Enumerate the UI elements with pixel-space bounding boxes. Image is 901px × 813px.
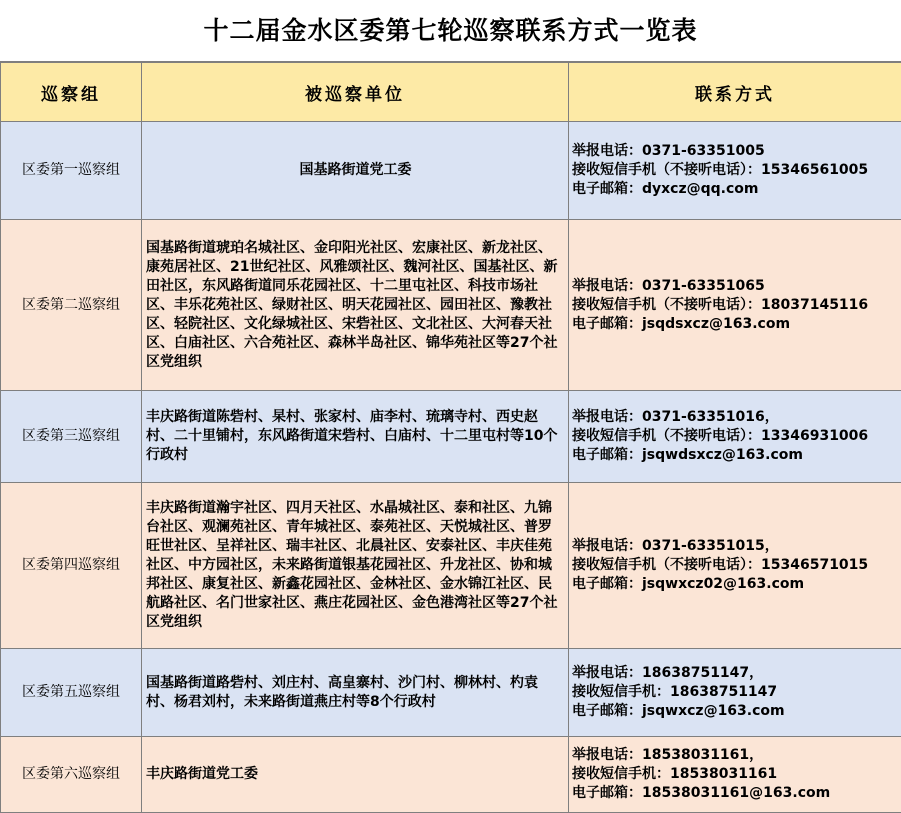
contact-info — [569, 737, 901, 813]
report-phone: 举报电话：0371-63351005 — [572, 142, 901, 161]
group-name: 区委第六巡察组 — [1, 737, 142, 813]
contact-info — [569, 391, 901, 483]
header-row — [1, 63, 901, 122]
email: 电子邮箱：18538031161@163.com — [572, 784, 901, 803]
sms-phone: 接收短信手机：18638751147 — [572, 683, 901, 702]
table-row — [1, 220, 901, 391]
inspected-unit: 丰庆路街道党工委 — [142, 737, 569, 813]
email: 电子邮箱：dyxcz@qq.com — [572, 180, 901, 199]
column-header-contact: 联系方式 — [569, 63, 901, 122]
email: 电子邮箱：jsqwxcz@163.com — [572, 702, 901, 721]
group-name: 区委第四巡察组 — [1, 483, 142, 649]
report-phone: 举报电话：0371-63351065 — [572, 277, 901, 296]
table-row — [1, 483, 901, 649]
sms-phone: 接收短信手机（不接听电话）：15346571015 — [572, 556, 901, 575]
group-name: 区委第五巡察组 — [1, 649, 142, 737]
group-name: 区委第三巡察组 — [1, 391, 142, 483]
table-row — [1, 649, 901, 737]
table-row — [1, 122, 901, 220]
report-phone: 举报电话：0371-63351016， — [572, 408, 901, 427]
inspected-unit: 国基路街道路砦村、刘庄村、高皇寨村、沙门村、柳林村、杓袁村、杨君刘村，未来路街道燕庄村等8个行政村 — [142, 649, 569, 737]
inspected-unit: 丰庆路街道陈砦村、杲村、张家村、庙李村、琉璃寺村、西史赵村、二十里铺村，东风路街道宋砦村、白庙村、十二里屯村等10个行政村 — [142, 391, 569, 483]
column-header-unit: 被巡察单位 — [142, 63, 569, 122]
contact-table — [0, 62, 901, 813]
report-phone: 举报电话：18638751147， — [572, 664, 901, 683]
sms-phone: 接收短信手机（不接听电话）：18037145116 — [572, 296, 901, 315]
table-row — [1, 391, 901, 483]
report-phone: 举报电话：18538031161， — [572, 746, 901, 765]
contact-info — [569, 122, 901, 220]
contact-info — [569, 483, 901, 649]
inspected-unit: 国基路街道琥珀名城社区、金印阳光社区、宏康社区、新龙社区、康苑居社区、21世纪社区、风雅颂社区、魏河社区、国基社区、新田社区，东风路街道同乐花园社区、十二里屯社区、科技市场社区、丰乐花苑社区、绿财社区、明天花园社区、园田社区、豫教社区、轻院社区、文化绿城社区、宋砦社区、文北社区、大河春天社区、白庙社区、六合苑社区、森林半岛社区、锦华苑社区等27个社区党组织 — [142, 220, 569, 391]
inspected-unit: 国基路街道党工委 — [142, 122, 569, 220]
sms-phone: 接收短信手机（不接听电话）：13346931006 — [572, 427, 901, 446]
group-name: 区委第一巡察组 — [1, 122, 142, 220]
column-header-group: 巡察组 — [1, 63, 142, 122]
page-title: 十二届金水区委第七轮巡察联系方式一览表 — [0, 0, 901, 62]
sms-phone: 接收短信手机：18538031161 — [572, 765, 901, 784]
email: 电子邮箱：jsqwdsxcz@163.com — [572, 446, 901, 465]
email: 电子邮箱：jsqwxcz02@163.com — [572, 575, 901, 594]
group-name: 区委第二巡察组 — [1, 220, 142, 391]
contact-info — [569, 220, 901, 391]
email: 电子邮箱：jsqdsxcz@163.com — [572, 315, 901, 334]
inspected-unit: 丰庆路街道瀚宇社区、四月天社区、水晶城社区、泰和社区、九锦台社区、观澜苑社区、青年城社区、泰苑社区、天悦城社区、普罗旺世社区、呈祥社区、瑞丰社区、北晨社区、安泰社区、丰庆佳苑社区、中方园社区，未来路街道银基花园社区、升龙社区、协和城邦社区、康复社区、新鑫花园社区、金林社区、金水锦江社区、民航路社区、名门世家社区、燕庄花园社区、金色港湾社区等27个社区党组织 — [142, 483, 569, 649]
contact-info — [569, 649, 901, 737]
sms-phone: 接收短信手机（不接听电话）：15346561005 — [572, 161, 901, 180]
table-row — [1, 737, 901, 813]
report-phone: 举报电话：0371-63351015， — [572, 537, 901, 556]
